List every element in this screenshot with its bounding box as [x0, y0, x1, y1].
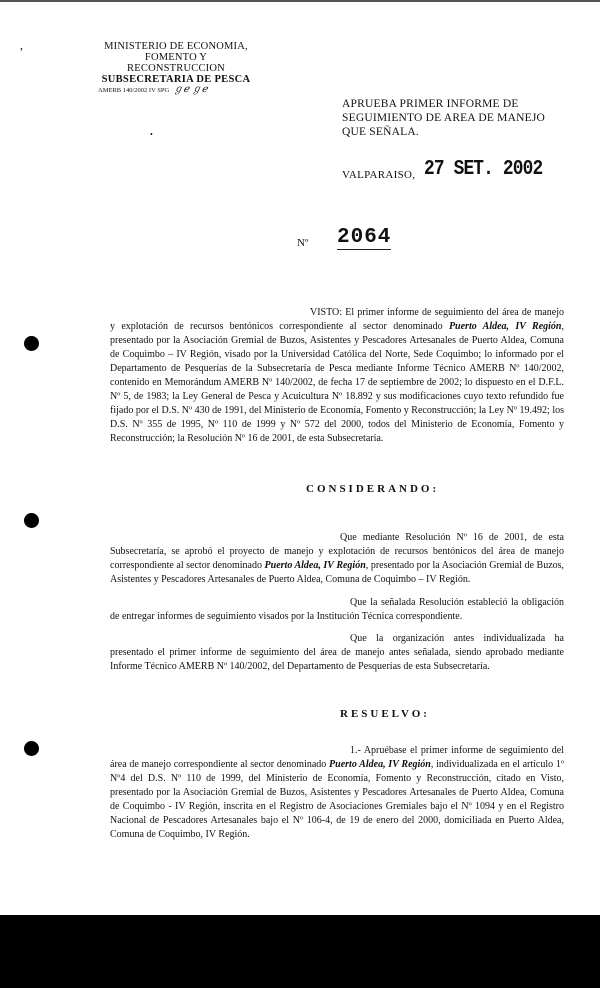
document-title: APRUEBA PRIMER INFORME DE SEGUIMIENTO DE AREA DE MANEJO QUE SEÑALA. — [342, 98, 546, 138]
resuelvo-item: 1.- Apruébase el primer informe de seguimiento del área de manejo correspondiente al sector denominado Puerto Aldea, IV Región, individualizada en el artículo 1º Nº4 del D.S. Nº 110 de 1999, del Ministerio de Economía, Fomento y Reconstrucción, citado en Visto, presentado por la Asociación Gremial de Buzos, Asistentes y Pescadores Artesanales de Puerto Aldea, Comuna de Coquimbo - IV Región, inscrita en el Registro de Asociaciones Gremiales bajo el Nº 1094 y en el Registro Nacional de Pescadores Artesanales bajo el Nº 106-4, de 19 de enero del 2000, domiciliada en Puerto Aldea, Comuna de Coquimbo, IV Región. — [110, 745, 564, 840]
letterhead-reference: AMERB 140/2002 IV SPG ℊℯ ℊℯ — [98, 84, 208, 95]
punch-hole — [24, 336, 39, 351]
letterhead-subsecretaria: SUBSECRETARIA DE PESCA — [101, 74, 251, 85]
resuelvo-heading: RESUELVO: — [340, 708, 430, 720]
scan-bottom-band — [0, 915, 600, 988]
resolution-number-label: Nº — [297, 237, 309, 249]
letterhead — [96, 41, 256, 95]
letterhead-ministry-2: FOMENTO Y RECONSTRUCCION — [127, 52, 225, 74]
considerando-heading: CONSIDERANDO: — [306, 483, 440, 495]
considerando-item: Que mediante Resolución Nº 16 de 2001, de esta Subsecretaría, se aprobó el proyecto de manejo y explotación de recursos bentónicos del área de manejo correspondiente al sector denominado Puerto Aldea, IV Región, presentado por la Asociación Gremial de Buzos, Asistentes y Pescadores Artesanales de Puerto Aldea, Comuna de Coquimbo – IV Región. — [110, 532, 565, 585]
document-place: VALPARAISO, — [342, 169, 416, 181]
punch-hole — [24, 513, 39, 528]
handwritten-initials-icon: ℊℯ ℊℯ — [173, 84, 208, 95]
sector-name: Puerto Aldea, IV Región — [329, 759, 431, 770]
letterhead-ministry: MINISTERIO DE ECONOMIA, — [104, 41, 248, 52]
punch-hole — [24, 741, 39, 756]
top-scan-edge — [0, 0, 600, 2]
sector-name: Puerto Aldea, IV Región — [264, 560, 366, 571]
date-stamp: 27 SET. 2002 — [424, 158, 543, 181]
sector-name: Puerto Aldea, IV Región — [448, 321, 562, 332]
visto-paragraph: VISTO: El primer informe de seguimiento del área de manejo y explotación de recursos bentónicos correspondiente al sector denominado Puerto Aldea, IV Región, presentado por la Asociación Gremial de Buzos, Asistentes y Pescadores Artesanales de Puerto Aldea, Comuna de Coquimbo – IV Región, visado por la Universidad Católica del Norte, Sede Coquimbo; lo informado por el Departamento de Pesquerías de la Subsecretaría de Pesca mediante Informe Técnico AMERB Nº 140/2002, contenido en Memorándum AMERB Nº 140/2002, de fecha 17 de septiembre de 2002; lo dispuesto en el D.F.L. Nº 5, de 1983; la Ley General de Pesca y Acuicultura Nº 18.892 y sus modificaciones cuyo texto refundido fue fijado por el D.S. Nº 430 de 1991, del Ministerio de Economía, Fomento y Reconstrucción; la Ley Nº 19.492; los D.S. Nº 355 de 1995, Nº 110 de 1999 y Nº 572 del 2000, todos del Ministerio de Economía, Fomento y Reconstrucción; la Resolución Nº 16 de 2001, de esta Subsecretaría. — [110, 307, 564, 444]
considerando-item: Que la señalada Resolución estableció la obligación de entregar informes de seguimiento visados por la Institución Técnica correspondiente. — [110, 597, 564, 622]
resolution-number: 2064 — [337, 226, 392, 249]
scan-speck: • — [150, 130, 153, 139]
scan-speck: , — [20, 38, 23, 52]
considerando-item: Que la organización antes individualizada ha presentado el primer informe de seguimiento del área de manejo antes señalada, siendo aprobado mediante Informe Técnico AMERB Nº 140/2002, del Departamento de Pesquerías de esta Subsecretaría. — [110, 633, 564, 672]
